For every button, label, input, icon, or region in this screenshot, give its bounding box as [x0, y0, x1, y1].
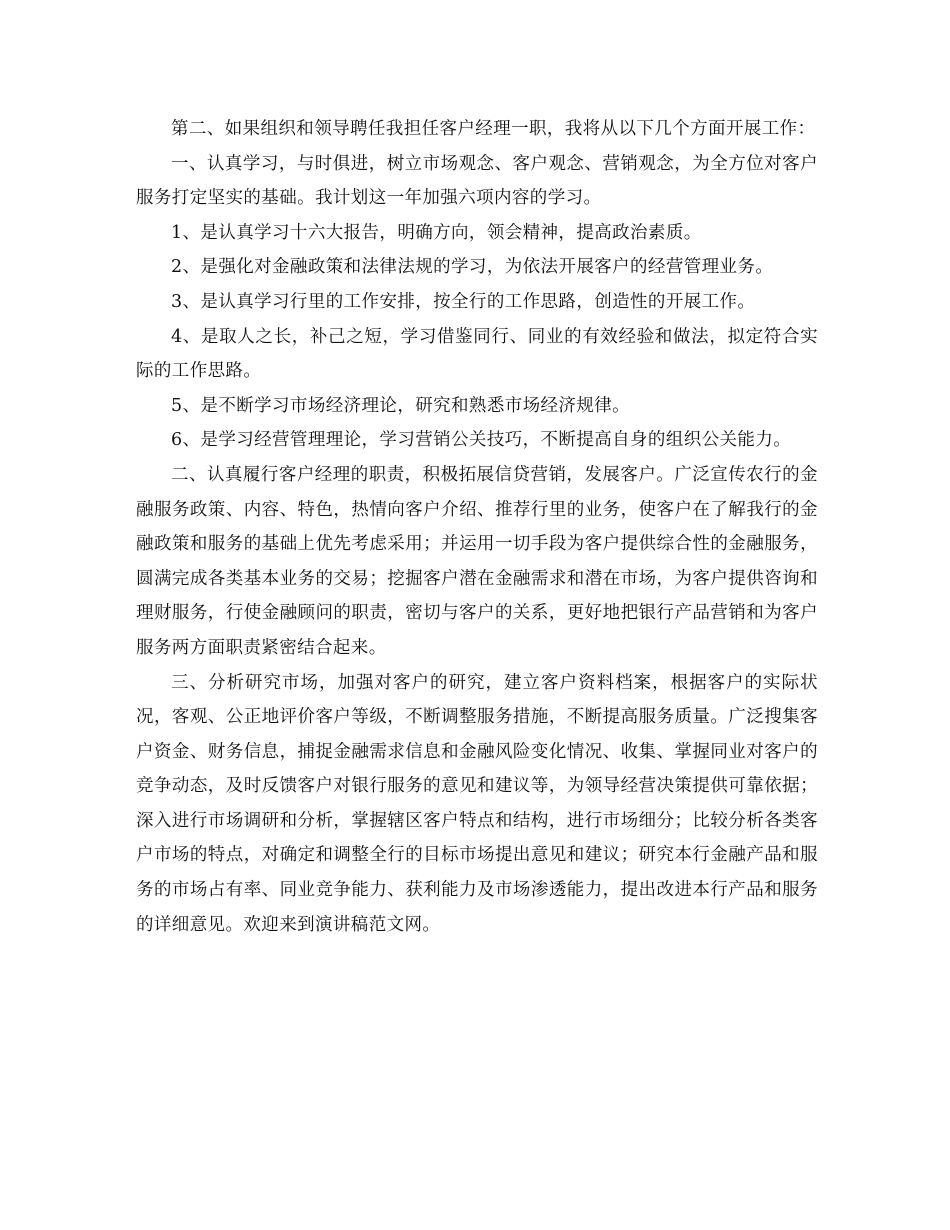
paragraph-item-6: 6、是学习经营管理理论，学习营销公关技巧，不断提高自身的组织公关能力。 — [171, 430, 792, 451]
paragraph-item-5: 5、是不断学习市场经济理论，研究和熟悉市场经济规律。 — [171, 395, 631, 416]
paragraph-section-one: 一、认真学习，与时俱进，树立市场观念、客户观念、营销观念，为全方位对客户服务打定坚实的基础。我计划这一年加强六项内容的学习。 — [136, 153, 818, 209]
paragraph-item-4: 4、是取人之长，补己之短，学习借鉴同行、同业的有效经验和做法，拟定符合实际的工作思路。 — [136, 326, 818, 382]
paragraph-section-three: 三、分析研究市场，加强对客户的研究，建立客户资料档案，根据客户的实际状况，客观、公正地评价客户等级，不断调整服务措施，不断提高服务质量。广泛搜集客户资金、财务信息，捕捉金融需求信息和金融风险变化情况、收集、掌握同业对客户的竞争动态，及时反馈客户对银行服务的意见和建议等，为领导经营决策提供可靠依据；深入进行市场调研和分析，掌握辖区客户特点和结构，进行市场细分；比较分析各类客户市场的特点，对确定和调整全行的目标市场提出意见和建议；研究本行金融产品和服务的市场占有率、同业竞争能力、获利能力及市场渗透能力，提出改进本行产品和服务的详细意见。欢迎来到演讲稿范文网。 — [136, 672, 818, 935]
paragraph-item-1: 1、是认真学习十六大报告，明确方向，领会精神，提高政治素质。 — [171, 222, 702, 243]
document-body — [136, 112, 818, 942]
paragraph-section-two: 二、认真履行客户经理的职责，积极拓展信贷营销，发展客户。广泛宣传农行的金融服务政策、内容、特色，热情向客户介绍、推荐行里的业务，使客户在了解我行的金融政策和服务的基础上优先考虑采用；并运用一切手段为客户提供综合性的金融服务，圆满完成各类基本业务的交易；挖掘客户潜在金融需求和潜在市场，为客户提供咨询和理财服务，行使金融顾问的职责，密切与客户的关系，更好地把银行产品营销和为客户服务两方面职责紧密结合起来。 — [136, 464, 818, 658]
paragraph-intro: 第二、如果组织和领导聘任我担任客户经理一职，我将从以下几个方面开展工作： — [171, 119, 816, 139]
paragraph-item-2: 2、是强化对金融政策和法律法规的学习，为依法开展客户的经营管理业务。 — [171, 257, 774, 278]
paragraph-item-3: 3、是认真学习行里的工作安排，按全行的工作思路，创造性的开展工作。 — [171, 291, 756, 312]
